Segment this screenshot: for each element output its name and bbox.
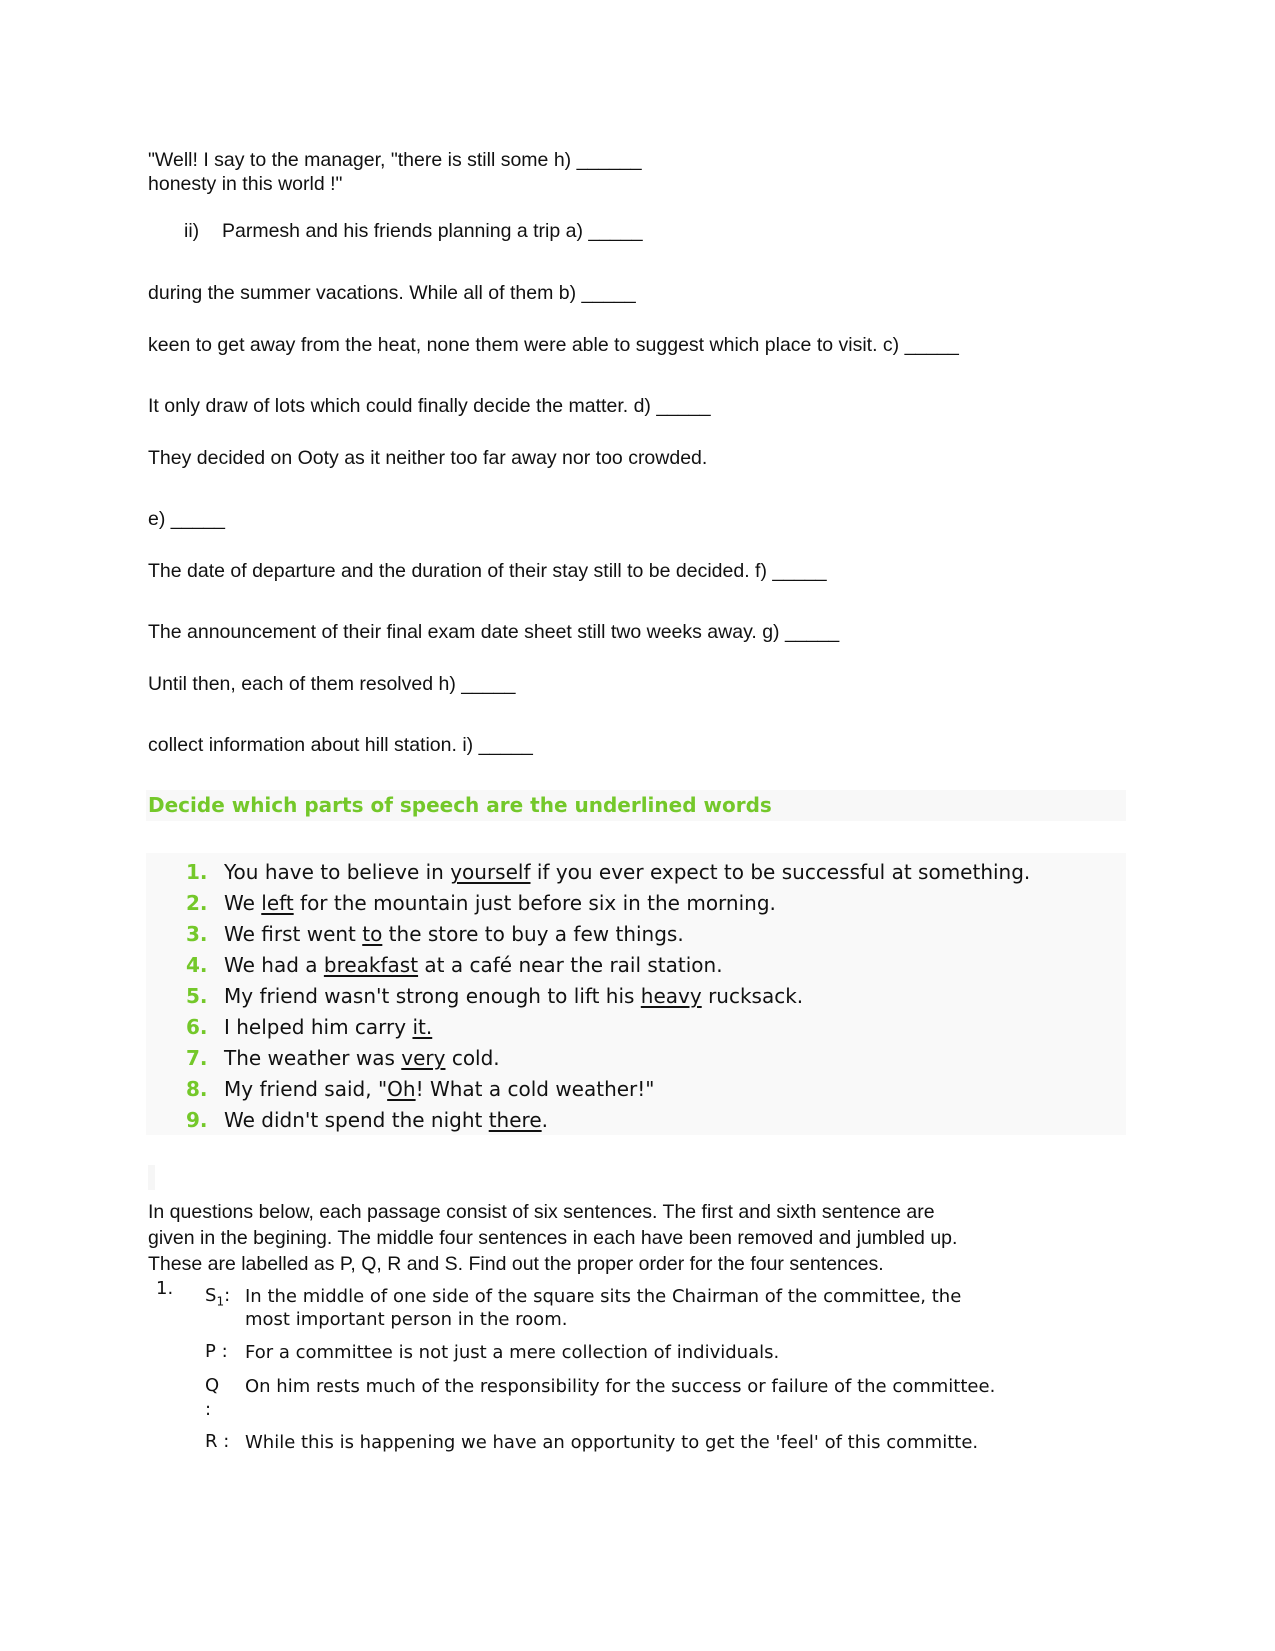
underlined-word: heavy	[640, 984, 702, 1008]
passage-line: collect information about hill station. i) _____	[148, 734, 533, 756]
sentence-text: The weather was	[224, 1046, 402, 1070]
q-text: On him rests much of the responsibility for the success or failure of the committee.	[245, 1376, 996, 1397]
s1-text: most important person in the room.	[245, 1309, 568, 1330]
passage-number: ii)	[184, 220, 200, 242]
passage-line: during the summer vacations. While all of them b) _____	[148, 282, 636, 304]
s1-colon: :	[224, 1285, 231, 1306]
sentence-text: I helped him carry	[224, 1015, 413, 1039]
item-number: 9.	[186, 1108, 208, 1132]
passage-line: The announcement of their final exam date sheet still two weeks away. g) _____	[148, 621, 840, 643]
section-heading: Decide which parts of speech are the underlined words	[148, 793, 772, 817]
passage-line: Parmesh and his friends planning a trip a) _____	[222, 220, 643, 242]
decorative-marker	[148, 1165, 155, 1190]
sentence-text: .	[541, 1108, 548, 1132]
s1-label	[205, 1285, 230, 1309]
item-number: 8.	[186, 1077, 208, 1101]
instruction-line: In questions below, each passage consist of six sentences. The first and sixth sentence are	[148, 1201, 935, 1223]
instruction-line: given in the begining. The middle four sentences in each have been removed and jumbled up.	[148, 1227, 958, 1249]
passage-line: Until then, each of them resolved h) _____	[148, 673, 516, 695]
item-number: 6.	[186, 1015, 208, 1039]
underlined-word: left	[261, 891, 294, 915]
item-number: 3.	[186, 922, 208, 946]
passage-line: They decided on Ooty as it neither too far away nor too crowded.	[148, 447, 708, 469]
q-colon: :	[205, 1399, 212, 1420]
sentence-text: at a café near the rail station.	[418, 953, 723, 977]
underlined-word: there	[488, 1108, 542, 1132]
underlined-word: very	[401, 1046, 446, 1070]
sentence-text: if you ever expect to be successful at something.	[530, 860, 1031, 884]
sentence-text: We first went	[224, 922, 363, 946]
sentence-text: ! What a cold weather!"	[415, 1077, 655, 1101]
sentence-text: cold.	[445, 1046, 500, 1070]
underlined-word: it.	[412, 1015, 433, 1039]
s1-subscript: 1	[216, 1294, 225, 1309]
sentence-text: rucksack.	[701, 984, 804, 1008]
p-label: P :	[205, 1341, 228, 1362]
passage-line: It only draw of lots which could finally decide the matter. d) _____	[148, 395, 711, 417]
item-number: 2.	[186, 891, 208, 915]
q-label: Q	[205, 1375, 220, 1396]
sentence-text: We	[224, 891, 262, 915]
item-number: 5.	[186, 984, 208, 1008]
sentence-text: the store to buy a few things.	[382, 922, 684, 946]
passage-line: "Well! I say to the manager, "there is still some h) ______	[148, 149, 642, 171]
passage-line: keen to get away from the heat, none them were able to suggest which place to visit. c) _____	[148, 334, 959, 356]
r-label: R :	[205, 1431, 230, 1452]
underlined-word: to	[362, 922, 383, 946]
passage-line: honesty in this world !"	[148, 173, 343, 195]
s1-letter: S	[205, 1285, 217, 1306]
item-number: 7.	[186, 1046, 208, 1070]
sentence-text: My friend wasn't strong enough to lift his	[224, 984, 641, 1008]
sentence-text: We had a	[224, 953, 324, 977]
r-text: While this is happening we have an opportunity to get the 'feel' of this committe.	[245, 1432, 979, 1453]
sentence-text: We didn't spend the night	[224, 1108, 489, 1132]
underlined-word: Oh	[387, 1077, 416, 1101]
sentence-text: for the mountain just before six in the morning.	[293, 891, 776, 915]
item-number: 1.	[186, 860, 208, 884]
question-number: 1.	[156, 1278, 174, 1299]
instruction-line: These are labelled as P, Q, R and S. Find out the proper order for the four sentences.	[148, 1253, 884, 1275]
sentence-text: You have to believe in	[224, 860, 451, 884]
p-text: For a committee is not just a mere collection of individuals.	[245, 1342, 780, 1363]
sentence-text: My friend said, "	[224, 1077, 388, 1101]
passage-line: e) _____	[148, 508, 225, 530]
item-number: 4.	[186, 953, 208, 977]
underlined-word: breakfast	[323, 953, 419, 977]
s1-text: In the middle of one side of the square sits the Chairman of the committee, the	[245, 1286, 962, 1307]
underlined-word: yourself	[450, 860, 531, 884]
passage-line: The date of departure and the duration of their stay still to be decided. f) _____	[148, 560, 827, 582]
